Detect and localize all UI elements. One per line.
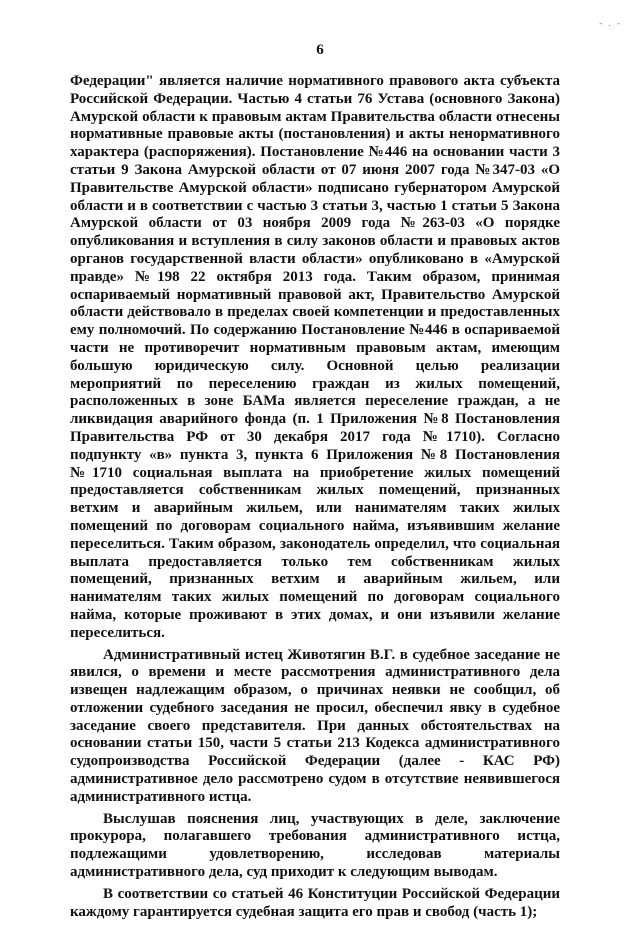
page-number: 6 — [316, 42, 324, 58]
corner-mark: ‑ . ‑ — [599, 18, 622, 28]
document-body — [70, 73, 560, 925]
paragraph-hearing-summary: Выслушав пояснения лиц, участвующих в деле, заключение прокурора, полагавшего требования административного истца, подлежащими удовлетворению, исследовав материалы административного дела, суд приходит к следующим выводам. — [70, 810, 560, 881]
paragraph-constitution-reference: В соответствии со статьей 46 Конституции Российской Федерации каждому гарантируется судебная защита его прав и свобод (часть 1); — [70, 885, 560, 920]
paragraph-plaintiff-absence: Административный истец Животягин В.Г. в судебное заседание не явился, о времени и месте рассмотрения административного дела извещен надлежащим образом, о причинах неявки не сообщил, об отложении судебного заседания не просил, обеспечил явку в судебное заседание своего представителя. При данных обстоятельствах на основании статьи 150, части 5 статьи 213 Кодекса административного судопроизводства Российской Федерации (далее - КАС РФ) административное дело рассмотрено судом в отсутствие неявившегося административного истца. — [70, 646, 560, 805]
paragraph-continuation: Федерации" является наличие нормативного правового акта субъекта Российской Федерации. Частью 4 статьи 76 Устава (основного Закона) Амурской области к правовым актам Правительства области отнесены нормативные правовые акты (постановления) и акты ненормативного характера (распоряжения). Постановление №446 на основании части 3 статьи 9 Закона Амурской области от 07 июня 2007 года №347-03 «О Правительстве Амурской области» подписано губернатором Амурской области и в соответствии с частью 3 статьи 3, частью 1 статьи 5 Закона Амурской области от 03 ноября 2009 года №263-03 «О порядке опубликования и вступления в силу законов области и правовых актов органов государственной власти области» опубликовано в «Амурской правде» №198 22 октября 2013 года. Таким образом, принимая оспариваемый нормативный правовой акт, Правительство Амурской области действовало в пределах своей компетенции и предоставленных ему полномочий. По содержанию Постановление №446 в оспариваемой части не противоречит нормативным правовым актам, имеющим большую юридическую силу. Основной целью реализации мероприятий по переселению граждан из жилых помещений, расположенных в зоне БАМа является переселение граждан, а не ликвидация аварийного фонда (п. 1 Приложения №8 Постановления Правительства РФ от 30 декабря 2017 года №1710). Согласно подпункту «в» пункта 3, пункта 6 Приложения №8 Постановления №1710 социальная выплата на приобретение жилых помещений предоставляется собственникам жилых помещений, признанных ветхим и аварийным жильем, или нанимателям таких жилых помещений по договорам социального найма, изъявившим желание переселиться. Таким образом, законодатель определил, что социальная выплата предоставляется только тем собственникам жилых помещений, признанных ветхим и аварийным жильем, или нанимателям таких жилых помещений по договорам социального найма, которые проживают в этих домах, и они изъявили желание переселиться. — [70, 73, 560, 641]
